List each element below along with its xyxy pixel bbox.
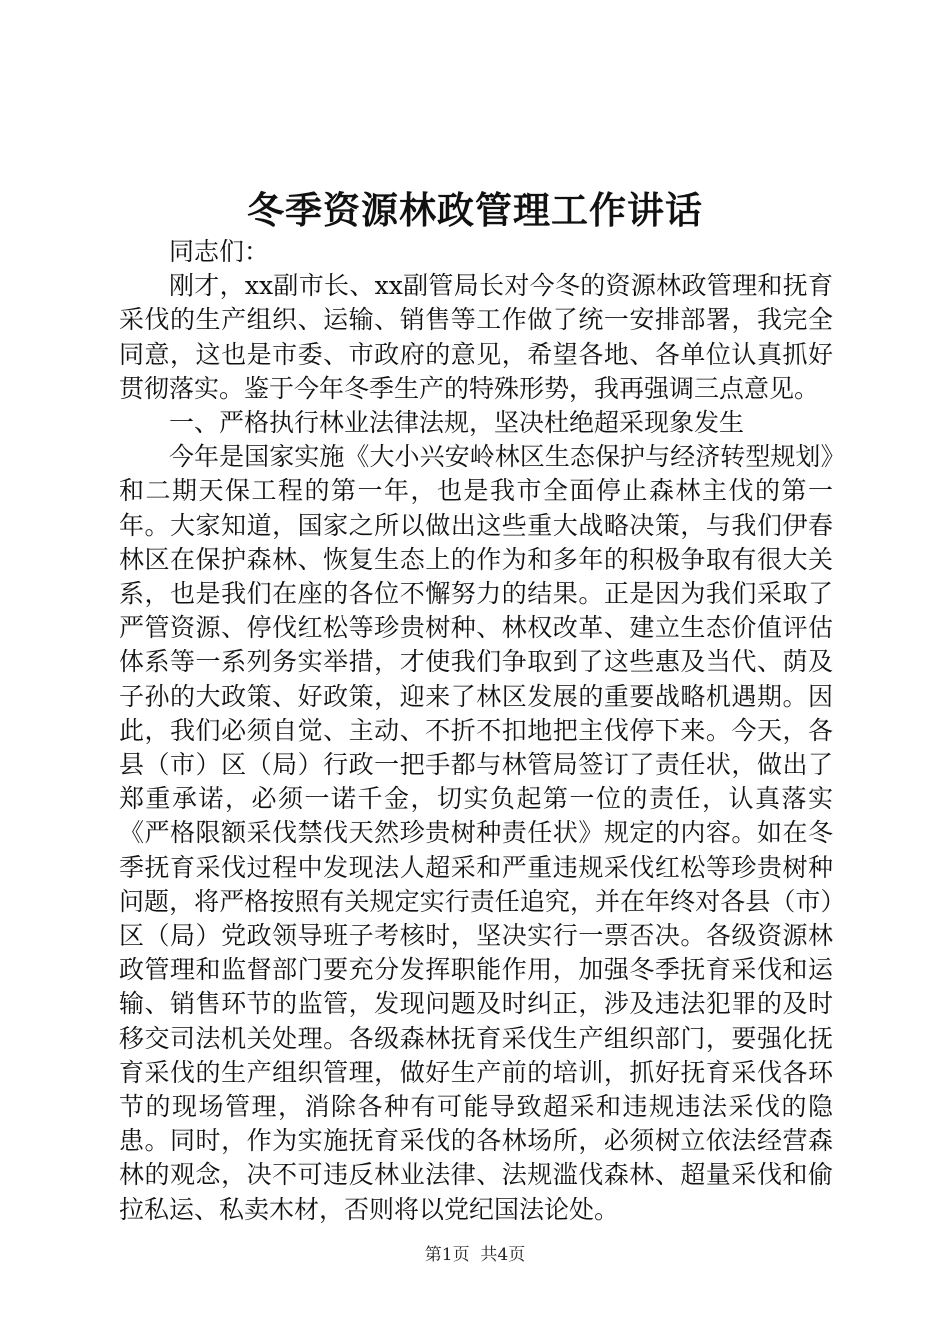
salutation: 同志们： <box>169 237 270 266</box>
page-footer <box>0 1243 950 1267</box>
page-number: 第1页 共4页 <box>424 1245 526 1265</box>
section-heading-1: 一、严格执行林业法律法规，坚决杜绝超采现象发生 <box>169 408 745 438</box>
paragraph-intro: 刚才，xx副市长、xx副管局长对今冬的资源林政管理和抚育采伐的生产组织、运输、销售等工作做了统一安排部署，我完全同意，这也是市委、市政府的意见，希望各地、各单位认真抓好贯彻落实。鉴于今年冬季生产的特殊形势，我再强调三点意见。 <box>119 271 833 403</box>
page-title: 冬季资源林政管理工作讲话 <box>247 188 703 232</box>
paragraph-section-1: 今年是国家实施《大小兴安岭林区生态保护与经济转型规划》和二期天保工程的第一年，也是我市全面停止森林主伐的第一年。大家知道，国家之所以做出这些重大战略决策，与我们伊春林区在保护森林、恢复生态上的作为和多年的积极争取有很大关系，也是我们在座的各位不懈努力的结果。正是因为我们采取了严管资源、停伐红松等珍贵树种、林权改革、建立生态价值评估体系等一系列务实举措，才使我们争取到了这些惠及当代、荫及子孙的大政策、好政策，迎来了林区发展的重要战略机遇期。因此，我们必须自觉、主动、不折不扣地把主伐停下来。今天，各县（市）区（局）行政一把手都与林管局签订了责任状，做出了郑重承诺，必须一诺千金，切实负起第一位的责任，认真落实《严格限额采伐禁伐天然珍贵树种责任状》规定的内容。如在冬季抚育采伐过程中发现法人超采和严重违规采伐红松等珍贵树种问题，将严格按照有关规定实行责任追究，并在年终对各县（市）区（局）党政领导班子考核时，坚决实行一票否决。各级资源林政管理和监督部门要充分发挥职能作用，加强冬季抚育采伐和运输、销售环节的监管，发现问题及时纠正，涉及违法犯罪的及时移交司法机关处理。各级森林抚育采伐生产组织部门，要强化抚育采伐的生产组织管理，做好生产前的培训，抓好抚育采伐各环节的现场管理，消除各种有可能导致超采和违规违法采伐的隐患。同时，作为实施抚育采伐的各林场所，必须树立依法经营森林的观念，决不可违反林业法律、法规滥伐森林、超量采伐和偷拉私运、私卖木材，否则将以党纪国法论处。 <box>119 442 833 1224</box>
document-body <box>119 235 833 1227</box>
